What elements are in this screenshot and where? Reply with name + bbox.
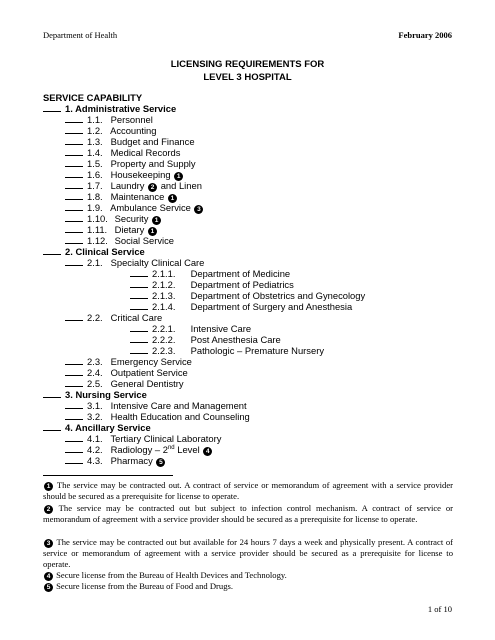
list-item: 4.2. Radiology – 2nd Level 4	[65, 444, 213, 456]
list-item: 2.3. Emergency Service	[65, 356, 192, 367]
checkbox-blank[interactable]	[130, 290, 148, 299]
footnote-marker-icon: 4	[203, 447, 212, 456]
page-number: 1 of 10	[427, 604, 452, 614]
checkbox-blank[interactable]	[65, 191, 83, 200]
footnote-marker-icon: 4	[44, 572, 53, 581]
footnote-marker-icon: 3	[44, 539, 53, 548]
document-title-line2: LEVEL 3 HOSPITAL	[203, 72, 292, 83]
footnote-marker-icon: 5	[44, 583, 53, 592]
list-item: 2.1.3. Department of Obstetrics and Gynecology	[130, 290, 365, 301]
checkbox-blank[interactable]	[130, 345, 148, 354]
footnote-marker-icon: 1	[174, 172, 183, 181]
list-item: 2.2.1. Intensive Care	[130, 323, 251, 334]
checkbox-blank[interactable]	[65, 257, 83, 266]
document-title-line1: LICENSING REQUIREMENTS FOR	[170, 59, 325, 70]
list-item: 1.2. Accounting	[65, 125, 156, 136]
checkbox-blank[interactable]	[65, 158, 83, 167]
checkbox-blank[interactable]	[65, 213, 83, 222]
footnote-marker-icon: 1	[168, 194, 177, 203]
list-item: 4.3. Pharmacy 5	[65, 455, 166, 467]
footnote-marker-icon: 2	[148, 183, 157, 192]
list-item: 1.9. Ambulance Service 3	[65, 202, 204, 214]
section-heading: SERVICE CAPABILITY	[43, 92, 143, 103]
checkbox-blank[interactable]	[65, 180, 83, 189]
checkbox-blank[interactable]	[43, 389, 61, 398]
checkbox-blank[interactable]	[43, 103, 61, 112]
checkbox-blank[interactable]	[65, 202, 83, 211]
footnote-4: 4 Secure license from the Bureau of Health Devices and Technology.	[43, 570, 453, 581]
list-item: 2.1.4. Department of Surgery and Anesthesia	[130, 301, 352, 312]
header-department: Department of Health	[43, 30, 118, 40]
list-item: 1.11. Dietary 1	[65, 224, 158, 236]
list-item: 2.1.1. Department of Medicine	[130, 268, 290, 279]
group-ancillary: 4. Ancillary Service	[43, 422, 151, 433]
checkbox-blank[interactable]	[65, 136, 83, 145]
list-item: 2.5. General Dentistry	[65, 378, 184, 389]
header-date: February 2006	[398, 30, 452, 40]
checkbox-blank[interactable]	[65, 224, 83, 233]
list-item: 2.2.2. Post Anesthesia Care	[130, 334, 281, 345]
group-nursing: 3. Nursing Service	[43, 389, 147, 400]
checkbox-blank[interactable]	[65, 312, 83, 321]
footnote-marker-icon: 5	[156, 458, 165, 467]
footnote-5: 5 Secure license from the Bureau of Food and Drugs.	[43, 581, 453, 592]
list-item: 1.5. Property and Supply	[65, 158, 196, 169]
checkbox-blank[interactable]	[65, 444, 83, 453]
list-item: 2.2.3. Pathologic – Premature Nursery	[130, 345, 324, 356]
list-item: 3.1. Intensive Care and Management	[65, 400, 247, 411]
footnote-marker-icon: 1	[44, 482, 53, 491]
list-item: 1.1. Personnel	[65, 114, 153, 125]
list-item: 1.4. Medical Records	[65, 147, 180, 158]
checkbox-blank[interactable]	[65, 125, 83, 134]
checkbox-blank[interactable]	[65, 235, 83, 244]
list-item: 2.4. Outpatient Service	[65, 367, 188, 378]
list-item: 2.1.2. Department of Pediatrics	[130, 279, 294, 290]
list-item: 1.10. Security 1	[65, 213, 162, 225]
footnote-3: 3 The service may be contracted out but available for 24 hours 7 days a week and physically present. A contract of service or memorandum of agreement with a service provider should be secured as a prerequisite for license to operate.	[43, 537, 453, 570]
checkbox-blank[interactable]	[65, 378, 83, 387]
checkbox-blank[interactable]	[130, 301, 148, 310]
list-item: 1.8. Maintenance 1	[65, 191, 178, 203]
list-item: 2.1. Specialty Clinical Care	[65, 257, 204, 268]
checkbox-blank[interactable]	[130, 268, 148, 277]
list-item: 3.2. Health Education and Counseling	[65, 411, 250, 422]
footnote-marker-icon: 1	[148, 227, 157, 236]
checkbox-blank[interactable]	[130, 334, 148, 343]
checkbox-blank[interactable]	[65, 433, 83, 442]
list-item: 1.7. Laundry 2 and Linen	[65, 180, 202, 192]
list-item: 4.1. Tertiary Clinical Laboratory	[65, 433, 221, 444]
checkbox-blank[interactable]	[65, 400, 83, 409]
list-item: 2.2. Critical Care	[65, 312, 162, 323]
checkbox-blank[interactable]	[65, 411, 83, 420]
list-item: 1.6. Housekeeping 1	[65, 169, 184, 181]
checkbox-blank[interactable]	[65, 455, 83, 464]
checkbox-blank[interactable]	[65, 169, 83, 178]
footnote-marker-icon: 3	[194, 205, 203, 214]
checkbox-blank[interactable]	[130, 279, 148, 288]
footnote-marker-icon: 2	[44, 505, 53, 514]
group-clinical: 2. Clinical Service	[43, 246, 145, 257]
footnote-divider	[43, 475, 173, 476]
footnote-marker-icon: 1	[152, 216, 161, 225]
group-administrative: 1. Administrative Service	[43, 103, 176, 114]
footnote-2: 2 The service may be contracted out but subject to infection control mechanism. A contract of service or memorandum of agreement with a service provider should be secured as a prerequisite for license to operate.	[43, 503, 453, 525]
checkbox-blank[interactable]	[65, 147, 83, 156]
list-item: 1.3. Budget and Finance	[65, 136, 195, 147]
checkbox-blank[interactable]	[43, 246, 61, 255]
list-item: 1.12. Social Service	[65, 235, 174, 246]
checkbox-blank[interactable]	[65, 114, 83, 123]
footnote-1: 1 The service may be contracted out. A contract of service or memorandum of agreement with a service provider should be secured as a prerequisite for license to operate.	[43, 480, 453, 502]
checkbox-blank[interactable]	[43, 422, 61, 431]
checkbox-blank[interactable]	[65, 367, 83, 376]
checkbox-blank[interactable]	[65, 356, 83, 365]
checkbox-blank[interactable]	[130, 323, 148, 332]
